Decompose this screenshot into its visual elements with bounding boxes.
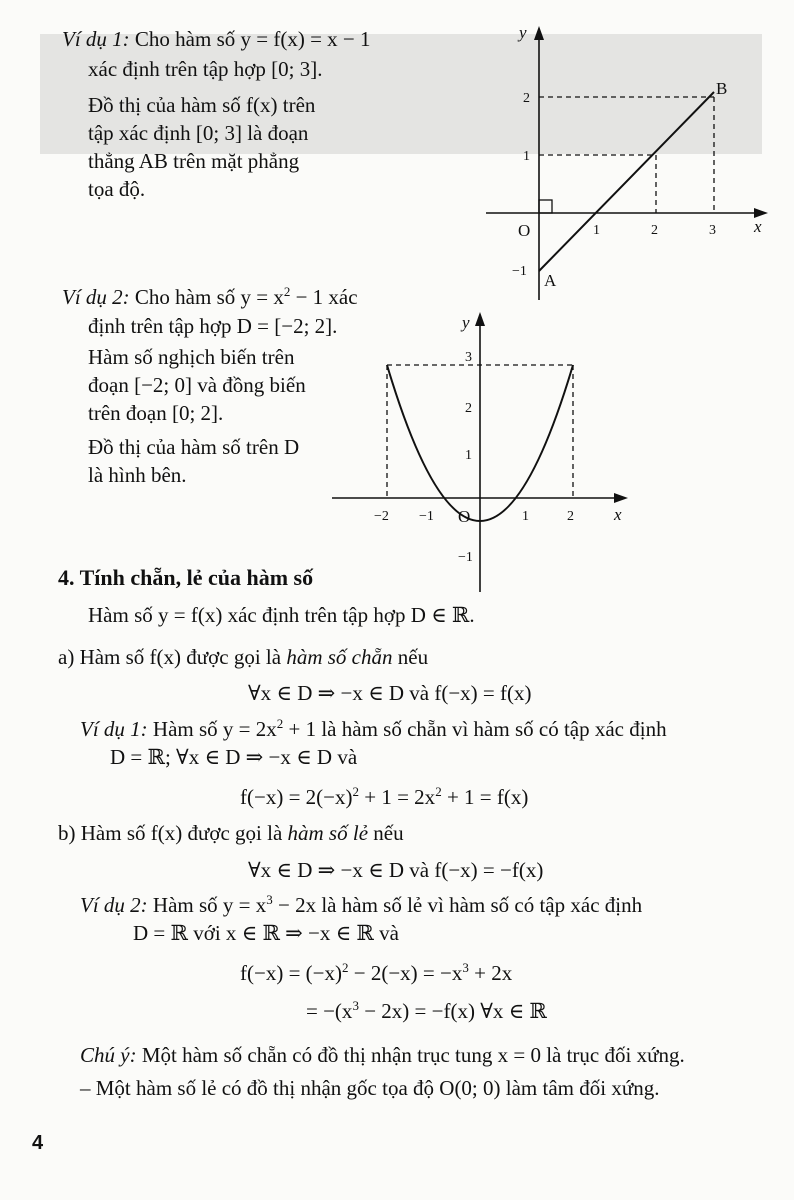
example-2-line-7: là hình bên. [88,463,187,487]
example-1-line-1: Cho hàm số y = f(x) = x − 1 [134,27,371,51]
graph-2-x-label: x [614,505,622,524]
even-formula-sup1: 2 [352,784,359,799]
graph-2-x-tick-2: 2 [567,509,574,524]
graph-1-y-tick-neg1: −1 [512,264,527,279]
even-formula-a: f(−x) = 2(−x) [240,785,353,809]
even-example-sup: 2 [276,716,284,731]
odd-example-line-2: D = ℝ với x ∈ ℝ ⇒ −x ∈ ℝ và [133,921,399,945]
section-4-heading: 4. Tính chẵn, lẻ của hàm số [58,565,314,590]
graph-2-x-tick-neg1: −1 [419,509,434,524]
example-2-sup: 2 [283,284,291,299]
graph-1-x-tick-1: 1 [593,223,600,238]
definition-odd [58,818,404,848]
odd-formula-1a: f(−x) = (−x) [240,961,342,985]
example-2-label: Ví dụ 2: [62,285,130,309]
point-a-label: A [544,271,557,290]
example-2-line-1b: − 1 xác [290,285,358,309]
odd-function-term: hàm số lẻ [287,821,369,845]
graph-1-y-tick-2: 2 [523,91,530,106]
graph-1-line-segment-ab [0,0,794,300]
example-2-line-3: Hàm số nghịch biến trên [88,345,295,369]
example-1-line-6: tọa độ. [88,177,146,201]
even-formula-b: + 1 = 2x [359,785,436,809]
note-label: Chú ý: [80,1043,137,1067]
graph-2-parabola [0,300,794,600]
example-2-line-5: trên đoạn [0; 2]. [88,401,224,425]
graph-1-origin-label: O [518,221,531,240]
even-example-line-1b: + 1 là hàm số chẵn vì hàm số có tập xác định [283,717,667,741]
example-2-line-4: đoạn [−2; 0] và đồng biến [88,373,306,397]
example-1-line-4: tập xác định [0; 3] là đoạn [88,121,309,145]
graph-1-y-label: y [519,23,527,42]
odd-formula-1c: + 2x [468,961,513,985]
point-b-label: B [716,79,728,98]
even-example-label: Ví dụ 1: [80,717,148,741]
example-1-line-2: xác định trên tập hợp [0; 3]. [88,57,323,81]
example-1-label: Ví dụ 1: [62,27,130,51]
odd-example-formula-1 [240,958,512,988]
even-example-line-2: D = ℝ; ∀x ∈ D ⇒ −x ∈ D và [110,745,358,769]
odd-example-label: Ví dụ 2: [80,893,148,917]
definition-even-prefix: a) Hàm số f(x) được gọi là [58,645,287,669]
even-example-formula [240,782,528,812]
even-example-line-1a: Hàm số y = 2x [147,717,277,741]
even-formula-c: + 1 = f(x) [441,785,529,809]
odd-formula-1-sup1: 2 [342,960,349,975]
graph-2-y-tick-3: 3 [465,350,472,365]
odd-condition-formula: ∀x ∈ D ⇒ −x ∈ D và f(−x) = −f(x) [248,858,544,882]
odd-example-formula-2 [306,996,547,1026]
page-number: 4 [32,1132,44,1154]
odd-example-sup: 3 [266,892,273,907]
definition-odd-prefix: b) Hàm số f(x) được gọi là [58,821,288,845]
odd-example-line-1b: − 2x là hàm số lẻ vì hàm số có tập xác định [272,893,643,917]
example-1-line-3: Đồ thị của hàm số f(x) trên [88,93,316,117]
example-2-line-2: định trên tập hợp D = [−2; 2]. [88,314,338,338]
graph-2-y-label: y [462,313,470,332]
segment-ab [539,92,714,271]
graph-2-y-tick-2: 2 [465,401,472,416]
even-condition-formula: ∀x ∈ D ⇒ −x ∈ D và f(−x) = f(x) [248,681,532,705]
odd-formula-1b: − 2(−x) = −x [348,961,463,985]
odd-formula-2b: − 2x) = −f(x) ∀x ∈ ℝ [358,999,547,1023]
example-1-line-5: thẳng AB trên mặt phẳng [88,149,300,173]
even-formula-sup2: 2 [435,784,442,799]
odd-formula-1-sup2: 3 [462,960,469,975]
graph-2-origin-label: O [458,507,471,526]
note-line-1-text: Một hàm số chẵn có đồ thị nhận trục tung x = 0 là trục đối xứng. [136,1043,685,1067]
note-line-2: – Một hàm số lẻ có đồ thị nhận gốc tọa độ O(0; 0) làm tâm đối xứng. [80,1076,660,1100]
odd-formula-2-sup: 3 [352,998,359,1013]
graph-1-x-label: x [754,217,762,236]
graph-2-y-tick-neg1: −1 [458,550,473,565]
graph-1-x-tick-3: 3 [709,223,716,238]
odd-formula-2a: = −(x [306,999,353,1023]
example-2-line-1a: Cho hàm số y = x [134,285,284,309]
graph-1-y-tick-1: 1 [523,149,530,164]
example-2-line-6: Đồ thị của hàm số trên D [88,435,300,459]
even-function-term: hàm số chẵn [286,645,393,669]
odd-example-line-1a: Hàm số y = x [147,893,267,917]
definition-even-suffix: nếu [392,645,429,669]
graph-2-x-tick-1: 1 [522,509,529,524]
graph-1-x-tick-2: 2 [651,223,658,238]
definition-even [58,642,428,672]
section-4-intro: Hàm số y = f(x) xác định trên tập hợp D ∈ ℝ. [88,603,475,627]
graph-2-y-tick-1: 1 [465,448,472,463]
note-line-1 [80,1040,685,1070]
graph-2-x-tick-neg2: −2 [374,509,389,524]
definition-odd-suffix: nếu [368,821,404,845]
